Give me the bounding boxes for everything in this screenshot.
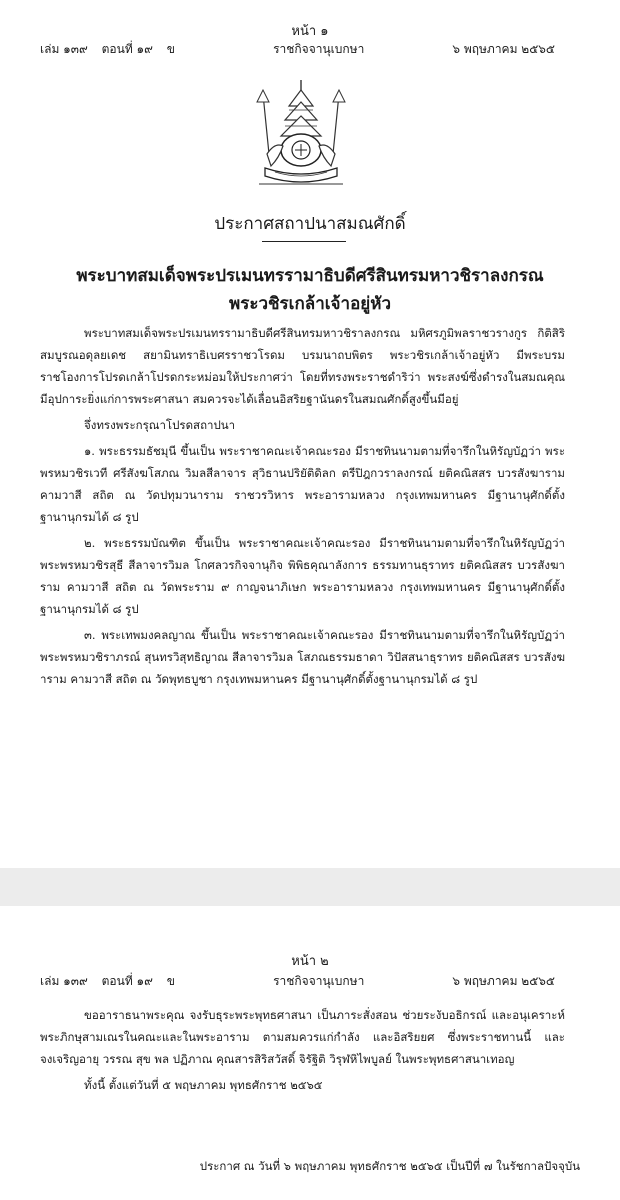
- section-label: ตอนที่ ๑๙: [101, 42, 153, 56]
- appointment-item-3: ๓. พระเทพมงคลญาณ ขึ้นเป็น พระราชาคณะเจ้าคณะรอง มีราชทินนามตามที่จารึกในหิรัญบัฏว่า พระพรหมวชิราภรณ์ สุนทรวิสุทธิญาณ สีลาจารวิมล โสภณธรรมธาดา วิปัสสนาธุราทร ยติคณิสสร บวรสังฆาราม คามวาสี สถิต ณ วัดพุทธบูชา กรุงเทพมหานคร มีฐานานุศักดิ์ตั้งฐานานุกรมได้ ๘ รูป: [40, 628, 565, 686]
- page-number: หน้า ๒: [291, 954, 329, 969]
- royal-emblem-icon: [245, 76, 357, 194]
- appointment-item-2: ๒. พระธรรมบัณฑิต ขึ้นเป็น พระราชาคณะเจ้าคณะรอง มีราชทินนามตามที่จารึกในหิรัญบัฏว่า พระพรหมวชิรสุธี สีลาจารวิมล โกศลวรกิจจานุกิจ พิพิธคุณาลังการ ธรรมทานธุราทร ยติคณิสสร บวรสังฆาราม คามวาสี สถิต ณ วัดพระราม ๙ กาญจนาภิเษก พระอารามหลวง กรุงเทพมหานคร มีฐานานุศักดิ์ตั้งฐานานุกรมได้ ๘ รูป: [40, 536, 565, 616]
- publication-name: ราชกิจจานุเบกษา: [273, 42, 365, 56]
- volume-label: เล่ม ๑๓๙: [40, 42, 88, 56]
- part-label: ข: [166, 974, 175, 988]
- effective-date: ทั้งนี้ ตั้งแต่วันที่ ๕ พฤษภาคม พุทธศักราช ๒๕๖๕: [84, 1078, 323, 1092]
- announcement-body: [40, 322, 565, 690]
- page-gap: [0, 868, 620, 906]
- issue-date: ๖ พฤษภาคม ๒๕๖๕: [452, 974, 555, 988]
- page-number: หน้า ๑: [291, 24, 329, 39]
- document-page-2: [0, 906, 620, 1200]
- title-divider: [262, 241, 346, 242]
- part-label: ข: [166, 42, 175, 56]
- appointment-item-1: ๑. พระธรรมธัชมุนี ขึ้นเป็น พระราชาคณะเจ้าคณะรอง มีราชทินนามตามที่จารึกในหิรัญบัฏว่า พระพรหมวชิรเวที ศรีสังฆโสภณ วิมลสีลาจาร สุวิธานปริยัติดิลก ตรีปิฎกวราลงกรณ์ ยติคณิสสร บวรสังฆาราม คามวาสี สถิต ณ วัดปทุมวนาราม ราชวรวิหาร พระอารามหลวง กรุงเทพมหานคร มีฐานานุศักดิ์ตั้งฐานานุกรมได้ ๘ รูป: [40, 444, 565, 524]
- section-label: ตอนที่ ๑๙: [101, 974, 153, 988]
- gazette-header: [40, 40, 555, 59]
- issue-date: ๖ พฤษภาคม ๒๕๖๕: [452, 42, 555, 56]
- decree-paragraph: จึ่งทรงพระกรุณาโปรดสถาปนา: [84, 418, 236, 432]
- publication-name: ราชกิจจานุเบกษา: [273, 974, 365, 988]
- volume-label: เล่ม ๑๓๙: [40, 974, 88, 988]
- proclamation-date: ประกาศ ณ วันที่ ๖ พฤษภาคม พุทธศักราช ๒๕๖๕ เป็นปีที่ ๗ ในรัชกาลปัจจุบัน: [199, 1159, 580, 1173]
- announcement-title: ประกาศสถาปนาสมณศักดิ์: [214, 214, 406, 234]
- gazette-header: [40, 972, 555, 991]
- closing-body: [40, 1004, 565, 1096]
- blessing-paragraph: ขออาราธนาพระคุณ จงรับธุระพระพุทธศาสนา เป็นภาระสั่งสอน ช่วยระงับอธิกรณ์ และอนุเคราะห์พระภิกษุสามเณรในคณะและในพระอาราม ตามสมควรแก่กำลัง และอิสริยยศ ซึ่งพระราชทานนี้ และจงเจริญอายุ วรรณ สุข พล ปฏิภาณ คุณสารสิริสวัสดิ์ จิรัฐิติ วิรุฬหิไพบูลย์ ในพระพุทธศาสนาเทอญ: [40, 1008, 565, 1066]
- royal-name-line-2: พระวชิรเกล้าเจ้าอยู่หัว: [229, 294, 391, 314]
- gazette-issue: [40, 40, 185, 59]
- royal-name-line-1: พระบาทสมเด็จพระปรเมนทรรามาธิบดีศรีสินทรมหาวชิราลงกรณ: [76, 266, 544, 286]
- preamble-paragraph: พระบาทสมเด็จพระปรเมนทรรามาธิบดีศรีสินทรมหาวชิราลงกรณ มหิศรภูมิพลราชวรางกูร กิติสิริสมบูรณอดุลยเดช สยามินทราธิเบศรราชวโรดม บรมนาถบพิตร พระวชิรเกล้าเจ้าอยู่หัว มีพระบรมราชโองการโปรดเกล้าโปรดกระหม่อมให้ประกาศว่า โดยที่ทรงพระราชดำริว่า พระสงฆ์ซึ่งดำรงในสมณคุณ มีอุปการะยิ่งแก่การพระศาสนา สมควรจะได้เลื่อนอิสริยฐานันดรในสมณศักดิ์สูงขึ้นมีอยู่: [40, 326, 565, 406]
- gazette-issue: [40, 972, 185, 991]
